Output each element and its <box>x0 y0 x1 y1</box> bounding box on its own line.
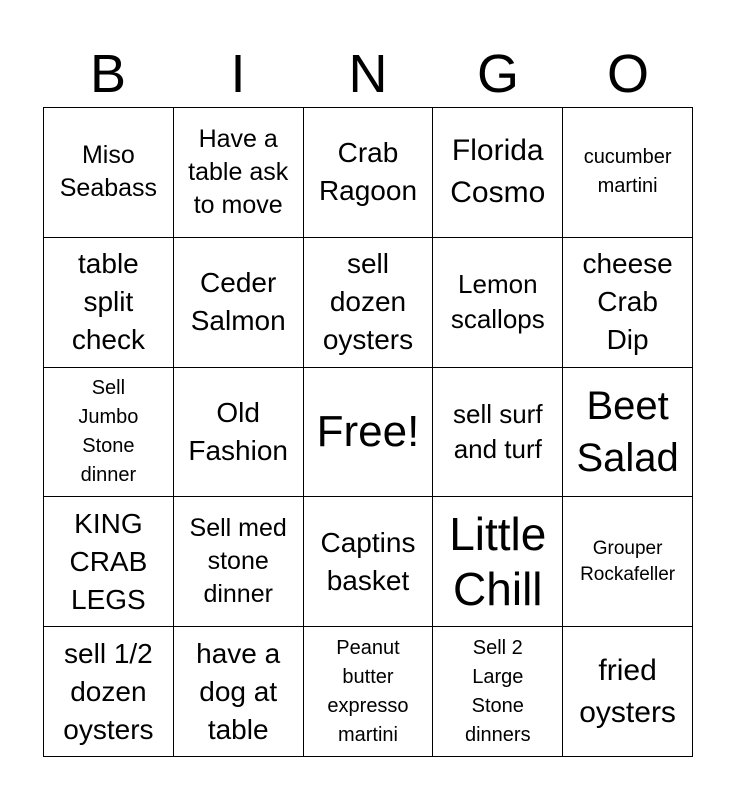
bingo-header <box>43 40 693 108</box>
free-space: Free! <box>316 406 420 456</box>
cell-text: sell dozen oysters <box>322 248 414 356</box>
cell-text: fried oysters <box>579 653 676 729</box>
cell-text: Peanut butter expresso martini <box>327 636 409 746</box>
cell-text: cucumber martini <box>583 146 672 198</box>
cell-text: Have a table ask to move <box>188 124 289 219</box>
bingo-cell[interactable] <box>433 497 563 627</box>
bingo-cell[interactable] <box>563 497 693 627</box>
cell-text: Captins basket <box>320 526 416 596</box>
bingo-cell[interactable] <box>304 497 434 627</box>
cell-text: table split check <box>71 248 145 356</box>
bingo-cell[interactable] <box>304 108 434 238</box>
bingo-cell[interactable] <box>304 627 434 757</box>
cell-text: Sell med stone dinner <box>189 514 287 609</box>
bingo-cell[interactable] <box>44 368 174 498</box>
bingo-cell[interactable] <box>433 368 563 498</box>
bingo-cell[interactable] <box>433 108 563 238</box>
cell-text: Sell 2 Large Stone dinners <box>464 636 531 746</box>
header-letter-b: B <box>89 44 127 104</box>
cell-text: cheese Crab Dip <box>582 248 673 356</box>
cell-text: Grouper Rockafeller <box>580 537 676 585</box>
bingo-cell[interactable] <box>174 108 304 238</box>
cell-text: have a dog at table <box>196 637 281 745</box>
bingo-grid <box>43 107 693 757</box>
bingo-cell[interactable] <box>563 368 693 498</box>
cell-text: Lemon scallops <box>450 269 545 335</box>
header-letter-o: O <box>606 44 649 104</box>
cell-text: Old Fashion <box>188 396 288 466</box>
header-letter-i: I <box>230 44 246 104</box>
cell-text: sell 1/2 dozen oysters <box>63 637 154 745</box>
bingo-cell[interactable] <box>304 368 434 498</box>
cell-text: sell surf and turf <box>452 398 543 464</box>
bingo-cell[interactable] <box>44 108 174 238</box>
cell-text: Florida Cosmo <box>450 134 546 210</box>
bingo-cell[interactable] <box>44 627 174 757</box>
cell-text: Beet Salad <box>576 383 679 480</box>
bingo-cell[interactable] <box>44 238 174 368</box>
bingo-cell[interactable] <box>174 368 304 498</box>
cell-text: Sell Jumbo Stone dinner <box>78 376 139 486</box>
bingo-cell[interactable] <box>563 627 693 757</box>
bingo-cell[interactable] <box>433 238 563 368</box>
bingo-cell[interactable] <box>174 627 304 757</box>
bingo-cell[interactable] <box>433 627 563 757</box>
header-letter-g: G <box>476 44 519 104</box>
bingo-cell[interactable] <box>304 238 434 368</box>
header-letter-n: N <box>348 44 388 104</box>
bingo-cell[interactable] <box>174 497 304 627</box>
bingo-cell[interactable] <box>174 238 304 368</box>
cell-text: Ceder Salmon <box>190 267 286 337</box>
bingo-cell[interactable] <box>44 497 174 627</box>
cell-text: Miso Seabass <box>59 141 158 203</box>
cell-text: KING CRAB LEGS <box>69 507 148 615</box>
cell-text: Little Chill <box>449 507 547 615</box>
bingo-cell[interactable] <box>563 108 693 238</box>
bingo-cell[interactable] <box>563 238 693 368</box>
cell-text: Crab Ragoon <box>318 137 418 207</box>
